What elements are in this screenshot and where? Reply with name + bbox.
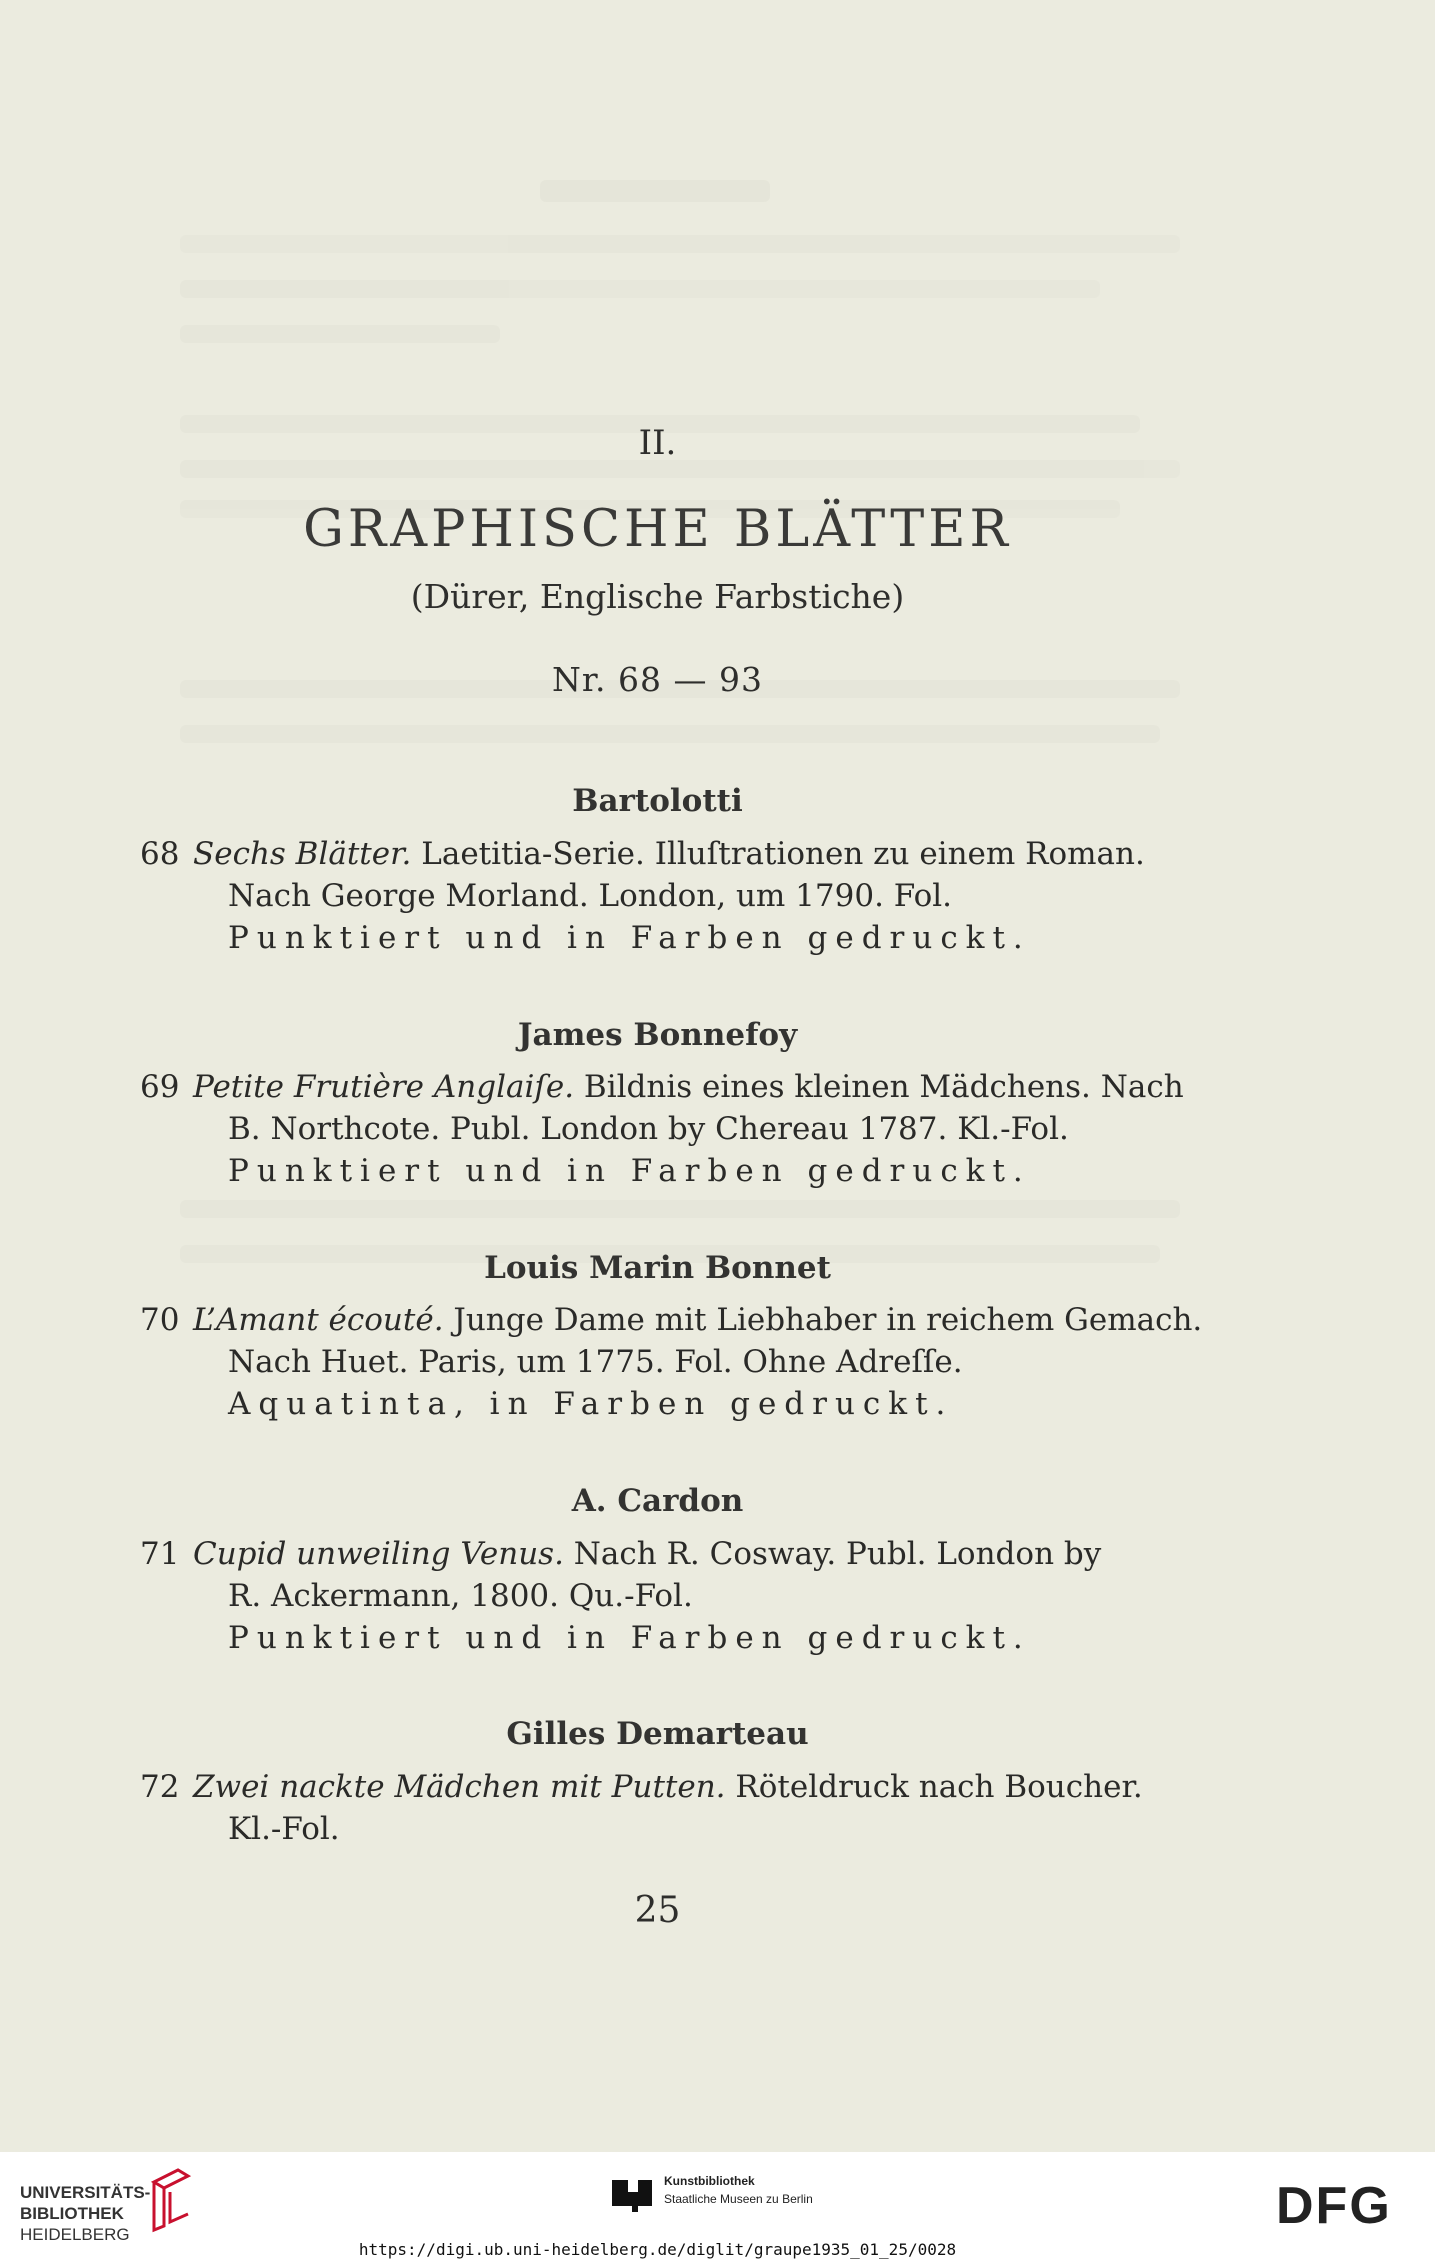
entry-technique: Punktiert und in Farben gedruckt. bbox=[228, 1620, 1031, 1656]
entry-title: Petite Frutière Anglaiſe. bbox=[193, 1069, 575, 1105]
entry-technique: Aquatinta, in Farben gedruckt. bbox=[228, 1386, 954, 1422]
kb-name: Kunstbibliothek bbox=[664, 2174, 755, 2188]
page-title: GRAPHISCHE BLÄTTER bbox=[303, 500, 1012, 559]
library-name-line: HEIDELBERG bbox=[20, 2225, 130, 2244]
entry-number: 69 bbox=[140, 1069, 180, 1105]
entry-details: Nach Huet. Paris, um 1775. Fol. Ohne Adreſſe. bbox=[228, 1344, 963, 1380]
number-range: Nr. 68 — 93 bbox=[552, 660, 763, 699]
page-subtitle: (Dürer, Englische Farbstiche) bbox=[410, 577, 905, 616]
viewer-footer bbox=[0, 2152, 1435, 2260]
entry-title: Cupid unweiling Venus. bbox=[193, 1536, 564, 1572]
entry-description: Röteldruck nach Boucher. bbox=[725, 1769, 1143, 1805]
entry-details: R. Ackermann, 1800. Qu.-Fol. bbox=[228, 1578, 693, 1614]
catalog-entry bbox=[140, 1766, 1143, 1856]
permalink-url[interactable]: https://digi.ub.uni-heidelberg.de/diglit/graupe1935_01_25/0028 bbox=[358, 2240, 957, 2259]
entry-line bbox=[193, 833, 1145, 875]
entry-title: Sechs Blätter. bbox=[193, 836, 412, 872]
entry-title: Zwei nackte Mädchen mit Putten. bbox=[193, 1769, 726, 1805]
catalog-entry bbox=[140, 1066, 1184, 1196]
kb-subtitle: Staatliche Museen zu Berlin bbox=[664, 2192, 813, 2206]
entry-line bbox=[193, 1533, 1101, 1575]
entry-line bbox=[193, 1299, 1202, 1341]
catalog-entry bbox=[140, 1533, 1140, 1663]
entry-details: Kl.-Fol. bbox=[228, 1811, 340, 1847]
entry-number: 70 bbox=[140, 1302, 180, 1338]
entry-line bbox=[193, 1066, 1184, 1108]
entry-description: Laetitia-Serie. Illuſtrationen zu einem Roman. bbox=[411, 836, 1145, 872]
entry-description: Nach R. Cosway. Publ. London by bbox=[563, 1536, 1102, 1572]
artist-heading: Bartolotti bbox=[572, 783, 743, 819]
entry-description: Bildnis eines kleinen Mädchens. Nach bbox=[574, 1069, 1184, 1105]
library-name-line: UNIVERSITÄTS- bbox=[20, 2183, 151, 2202]
entry-number: 71 bbox=[140, 1536, 180, 1572]
entry-technique: Punktiert und in Farben gedruckt. bbox=[228, 1153, 1031, 1189]
entry-line bbox=[193, 1766, 1143, 1808]
artist-heading: Gilles Demarteau bbox=[506, 1716, 809, 1752]
artist-heading: Louis Marin Bonnet bbox=[484, 1250, 831, 1286]
catalog-entry bbox=[140, 833, 1145, 963]
entry-technique: Punktiert und in Farben gedruckt. bbox=[228, 920, 1031, 956]
section-number: II. bbox=[638, 423, 677, 463]
ub-heidelberg-logo-text[interactable] bbox=[20, 2182, 150, 2245]
artist-heading: James Bonnefoy bbox=[517, 1017, 798, 1053]
kunstbibliothek-logo-text[interactable] bbox=[664, 2172, 813, 2208]
entry-number: 72 bbox=[140, 1769, 180, 1805]
entry-number: 68 bbox=[140, 836, 180, 872]
entry-details: B. Northcote. Publ. London by Chereau 1787. Kl.-Fol. bbox=[228, 1111, 1069, 1147]
entry-title: L’Amant écouté. bbox=[193, 1302, 444, 1338]
library-name-line: BIBLIOTHEK bbox=[20, 2204, 124, 2223]
catalog-entry bbox=[140, 1299, 1203, 1429]
entry-description: Junge Dame mit Liebhaber in reichem Gemach. bbox=[443, 1302, 1203, 1338]
dfg-logo[interactable]: DFG bbox=[1276, 2177, 1392, 2235]
kunstbibliothek-logo-icon[interactable] bbox=[612, 2174, 652, 2212]
page-number: 25 bbox=[634, 1890, 681, 1931]
artist-heading: A. Cardon bbox=[571, 1483, 744, 1519]
ub-heidelberg-logo-icon[interactable] bbox=[148, 2166, 192, 2234]
entry-details: Nach George Morland. London, um 1790. Fol. bbox=[228, 878, 953, 914]
